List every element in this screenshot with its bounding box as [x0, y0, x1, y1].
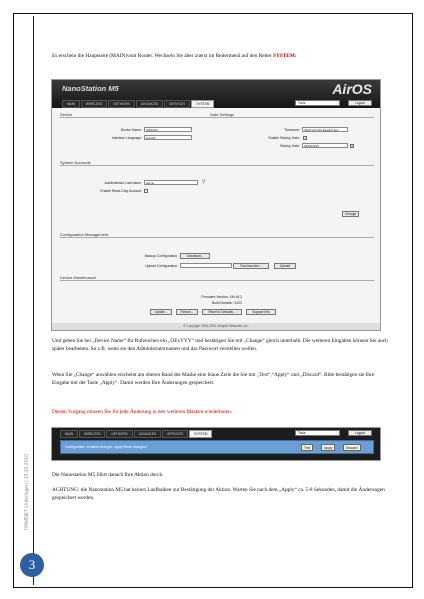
readonly-account-checkbox[interactable]	[144, 189, 148, 193]
support-info-button[interactable]: Support Info	[246, 309, 276, 315]
device-name-input[interactable]: OE5XGC	[144, 127, 192, 132]
top-bar	[52, 80, 380, 108]
discard-button[interactable]: Discard	[343, 444, 361, 451]
side-footer: HAMNET Unterlagen | 15.10.2010	[24, 454, 30, 530]
device-name-label: Device Name:	[120, 128, 142, 132]
device-section-header: Device Date Settings	[60, 112, 374, 118]
readonly-account-label: Enable Read-Only Account:	[100, 189, 142, 193]
firmware-version: Firmware Version: XM.v5.2	[201, 295, 242, 299]
tab-system[interactable]: SYSTEM	[189, 430, 212, 438]
tab-wireless[interactable]: WIRELESS	[81, 100, 107, 108]
admin-username-input[interactable]: admin	[144, 180, 198, 185]
airos-logo: AirOS	[332, 81, 372, 97]
tab-wireless[interactable]: WIRELESS	[79, 430, 105, 438]
enable-startup-checkbox[interactable]: ✓	[304, 136, 307, 140]
build-number: Build Number: 5122	[212, 301, 242, 305]
change-button[interactable]: Change	[342, 211, 359, 217]
tab-bar	[62, 100, 215, 108]
test-button[interactable]: Test	[301, 444, 313, 451]
calendar-icon[interactable]	[350, 144, 354, 148]
startup-date-input[interactable]: 09/05/2010	[302, 143, 348, 148]
tab-main[interactable]: MAIN	[62, 100, 80, 108]
apply-button[interactable]: Apply	[321, 444, 335, 451]
reboot-button[interactable]: Reboot...	[176, 309, 198, 315]
apply-screenshot	[51, 427, 381, 461]
tab-services[interactable]: SERVICES	[162, 430, 188, 438]
tab-bar	[60, 430, 213, 438]
tab-advanced[interactable]: ADVANCED	[134, 430, 161, 438]
download-button[interactable]: Download...	[180, 253, 210, 259]
maintenance-section-header: Device Maintenance	[60, 275, 374, 281]
paragraph-attention: ACHTUNG: die Nanostation M5 hat keinen Laufbalken zur Bestätigung der Aktion. Warten Sie nach dem „Apply“ ca. 5-8 Sekunden, damit die Änderungen gespeichert werden.	[52, 487, 385, 501]
accounts-section-header: System Accounts	[60, 160, 374, 166]
changes-banner: Configuration contains changes. Apply these changes? Test Apply Discard	[60, 440, 374, 454]
interface-language-select[interactable]: English	[144, 135, 192, 140]
tab-main[interactable]: MAIN	[60, 430, 78, 438]
system-screenshot	[51, 79, 381, 331]
tools-select[interactable]: Tools	[295, 430, 340, 436]
upload-button[interactable]: Upload	[274, 263, 296, 269]
enable-startup-label: Enable Startup Date:	[268, 136, 300, 140]
upload-file-input[interactable]	[180, 263, 232, 268]
browse-button[interactable]: Durchsuchen...	[233, 263, 269, 269]
tab-network[interactable]: NETWORK	[106, 430, 132, 438]
tab-network[interactable]: NETWORK	[108, 100, 134, 108]
tab-advanced[interactable]: ADVANCED	[136, 100, 163, 108]
key-icon[interactable]: ⚲	[202, 179, 206, 185]
intro-paragraph: Es erschein die Hauptseite (MAIN)vom Router. Wechseln Sie aber zuerst im Reitermenü auf den Reiter SYSTEM:	[52, 53, 297, 59]
paragraph-change: Wenn Sie „Change“ anwählen erscheint am oberen Rand der Maske eine blaue Zeile die Sie mit „Test“,“Apply“ und „Discard“. Bitte bestätigen sie Ihre Eingabe mit der Taste „Apply“. Damit werden Ihre Änderungen gespeichert.	[52, 372, 375, 386]
logout-button[interactable]: Logout	[348, 430, 372, 436]
config-section-header: Configuration Management	[60, 232, 374, 238]
update-button[interactable]: Update...	[150, 309, 172, 315]
tab-services[interactable]: SERVICES	[164, 100, 190, 108]
backup-config-label: Backup Configuration:	[144, 254, 178, 258]
admin-username-label: Administrator Username:	[104, 181, 142, 185]
paragraph-device-name: Und geben Sie bei „Device Name“ Ihr Rufzeichen ein „OExYYY“ und bestätigen Sie mit „Change“ gleich unterhalb. Die weiteren Eingaben können Sie auch später bearbeiten. So z.B. wenn sie den Administratornamen und das Passwort verstellen wollen.	[52, 338, 388, 352]
upload-config-label: Upload Configuration:	[145, 264, 178, 268]
tab-system[interactable]: SYSTEM	[191, 100, 214, 108]
logout-button[interactable]: Logout	[348, 100, 372, 106]
timezone-select[interactable]: (GMT+02:00) Eastern Eur	[302, 127, 348, 132]
page-number: 3	[20, 553, 44, 577]
reset-defaults-button[interactable]: Reset to Defaults...	[202, 309, 242, 315]
brand-logo: NanoStation M5	[62, 84, 119, 93]
paragraph-warning-red: Diesen Vorgang müssen Sie für jede Änderung in den weiteren Masken wiederholen.	[52, 409, 233, 415]
paragraph-action: Die Nanostation M5 führt danach Ihre Aktion durch.	[52, 472, 164, 478]
timezone-label: Timezone:	[284, 128, 300, 132]
interface-language-label: Interface Language:	[111, 136, 142, 140]
tools-select[interactable]: Tools	[295, 100, 340, 106]
copyright-footer: © Copyright 2006-2010 Ubiquiti Networks, Inc.	[52, 323, 380, 330]
startup-date-label: Startup Date:	[280, 144, 300, 148]
